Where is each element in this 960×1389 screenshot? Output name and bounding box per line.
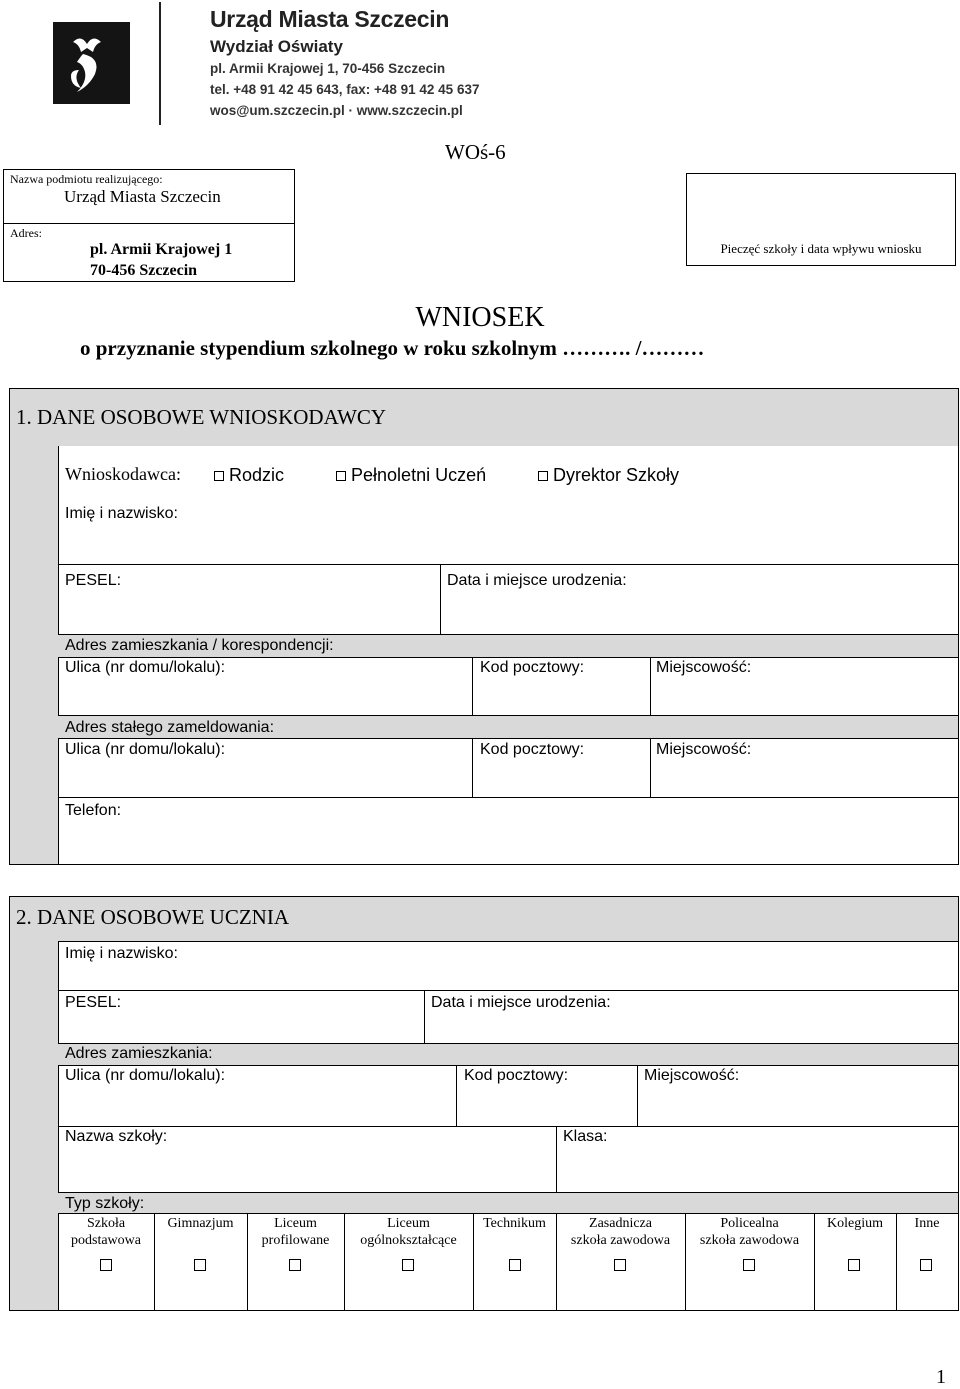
divider — [58, 564, 958, 565]
entity-address-label: Adres: — [10, 226, 42, 240]
applicant-option-principal[interactable] — [538, 465, 679, 486]
org-address: pl. Armii Krajowej 1, 70-456 Szczecin — [210, 61, 446, 76]
checkbox-profiled-lyceum[interactable] — [289, 1259, 301, 1271]
school-type-line1: Gimnazjum — [167, 1216, 234, 1231]
form-subtitle: o przyznanie stypendium szkolnego w roku szkolnym ………. /……… — [80, 336, 705, 360]
entity-divider — [4, 223, 294, 224]
checkbox-other[interactable] — [920, 1259, 932, 1271]
phone-label: Telefon: — [65, 802, 122, 819]
school-type-line1: Liceum — [274, 1216, 317, 1231]
crest-icon — [53, 22, 130, 104]
school-type-technical — [473, 1215, 556, 1232]
divider — [440, 564, 441, 634]
header-divider — [159, 2, 161, 125]
entity-name-label: Nazwa podmiotu realizującego: — [10, 172, 163, 186]
divider — [424, 990, 425, 1043]
page-number: 1 — [936, 1366, 946, 1388]
option-label: Pełnoletni Uczeń — [351, 465, 487, 485]
applicant-pesel-label: PESEL: — [65, 572, 122, 589]
city-label: Miejscowość: — [656, 741, 752, 758]
divider — [650, 658, 651, 715]
school-type-vocational — [556, 1215, 685, 1249]
entity-info-box — [3, 169, 295, 282]
checkbox-icon[interactable] — [538, 471, 548, 481]
class-label: Klasa: — [563, 1128, 608, 1145]
form-code: WOś-6 — [445, 140, 506, 164]
street-label: Ulica (nr domu/lokalu): — [65, 659, 226, 676]
applicant-label: Wnioskodawca: — [65, 464, 181, 484]
entity-name-value: Urząd Miasta Szczecin — [64, 187, 221, 206]
postal-label: Kod pocztowy: — [480, 659, 585, 676]
stamp-box[interactable] — [686, 173, 956, 266]
street-label: Ulica (nr domu/lokalu): — [65, 741, 226, 758]
school-type-line1: Szkoła — [86, 1216, 126, 1231]
postal-label: Kod pocztowy: — [464, 1067, 569, 1084]
option-label: Dyrektor Szkoły — [553, 465, 680, 485]
student-birth-label: Data i miejsce urodzenia: — [431, 994, 611, 1011]
divider — [472, 739, 473, 797]
school-type-line1: Liceum — [387, 1216, 430, 1231]
school-type-middle — [154, 1215, 247, 1232]
school-type-label: Typ szkoły: — [65, 1195, 145, 1212]
applicant-name-label: Imię i nazwisko: — [65, 505, 178, 522]
school-type-line2: szkoła zawodowa — [570, 1233, 671, 1248]
street-label: Ulica (nr domu/lokalu): — [65, 1067, 226, 1084]
student-pesel-label: PESEL: — [65, 994, 122, 1011]
school-type-profiled-lyceum — [247, 1215, 344, 1249]
school-type-band — [58, 1192, 958, 1214]
department-name: Wydział Oświaty — [210, 37, 343, 56]
checkbox-vocational[interactable] — [614, 1259, 626, 1271]
checkbox-technical[interactable] — [509, 1259, 521, 1271]
divider — [456, 1066, 457, 1126]
applicant-option-adult-student[interactable] — [336, 465, 486, 486]
school-type-line2: profilowane — [261, 1233, 330, 1248]
checkbox-general-lyceum[interactable] — [402, 1259, 414, 1271]
student-name-label: Imię i nazwisko: — [65, 945, 178, 962]
school-type-line1: Inne — [914, 1216, 940, 1231]
section1-heading: 1. DANE OSOBOWE WNIOSKODAWCY — [16, 405, 387, 429]
checkbox-primary[interactable] — [100, 1259, 112, 1271]
school-type-line2: podstawowa — [71, 1233, 141, 1248]
school-type-line1: Zasadnicza — [589, 1216, 652, 1231]
divider — [58, 797, 958, 798]
divider — [637, 1066, 638, 1126]
city-crest-logo — [53, 22, 130, 104]
checkbox-college[interactable] — [848, 1259, 860, 1271]
school-type-other — [896, 1215, 958, 1232]
school-type-line1: Kolegium — [827, 1216, 883, 1231]
divider — [58, 990, 958, 991]
divider — [472, 658, 473, 715]
school-type-line2: szkoła zawodowa — [699, 1233, 800, 1248]
stamp-label: Pieczęć szkoły i data wpływu wniosku — [720, 241, 922, 256]
checkbox-icon[interactable] — [336, 471, 346, 481]
school-type-post-secondary — [685, 1215, 814, 1249]
entity-address-line2: 70-456 Szczecin — [90, 262, 198, 279]
school-type-college — [814, 1215, 896, 1232]
student-residence-label: Adres zamieszkania: — [65, 1045, 213, 1062]
applicant-option-parent[interactable] — [214, 465, 284, 486]
form-title: WNIOSEK — [415, 302, 545, 333]
divider — [58, 1126, 958, 1127]
school-type-line1: Technikum — [483, 1216, 546, 1231]
divider — [556, 1126, 557, 1192]
option-label: Rodzic — [229, 465, 285, 485]
checkbox-middle[interactable] — [194, 1259, 206, 1271]
city-label: Miejscowość: — [644, 1067, 740, 1084]
applicant-birth-label: Data i miejsce urodzenia: — [447, 572, 627, 589]
divider — [650, 739, 651, 797]
postal-label: Kod pocztowy: — [480, 741, 585, 758]
entity-address-line1: pl. Armii Krajowej 1 — [90, 241, 233, 258]
section2-heading: 2. DANE OSOBOWE UCZNIA — [16, 905, 289, 929]
checkbox-icon[interactable] — [214, 471, 224, 481]
school-type-line2: ogólnokształcące — [360, 1233, 457, 1248]
checkbox-post-secondary[interactable] — [743, 1259, 755, 1271]
org-name: Urząd Miasta Szczecin — [210, 6, 450, 32]
city-label: Miejscowość: — [656, 659, 752, 676]
org-email-web: wos@um.szczecin.pl · www.szczecin.pl — [210, 103, 463, 118]
residence-label: Adres zamieszkania / korespondencji: — [65, 637, 334, 654]
permanent-address-label: Adres stałego zameldowania: — [65, 719, 275, 736]
school-type-general-lyceum — [344, 1215, 473, 1249]
org-phone-fax: tel. +48 91 42 45 643, fax: +48 91 42 45 637 — [210, 82, 480, 97]
school-type-primary — [58, 1215, 154, 1249]
school-type-line1: Policealna — [720, 1216, 779, 1231]
school-name-label: Nazwa szkoły: — [65, 1128, 168, 1145]
